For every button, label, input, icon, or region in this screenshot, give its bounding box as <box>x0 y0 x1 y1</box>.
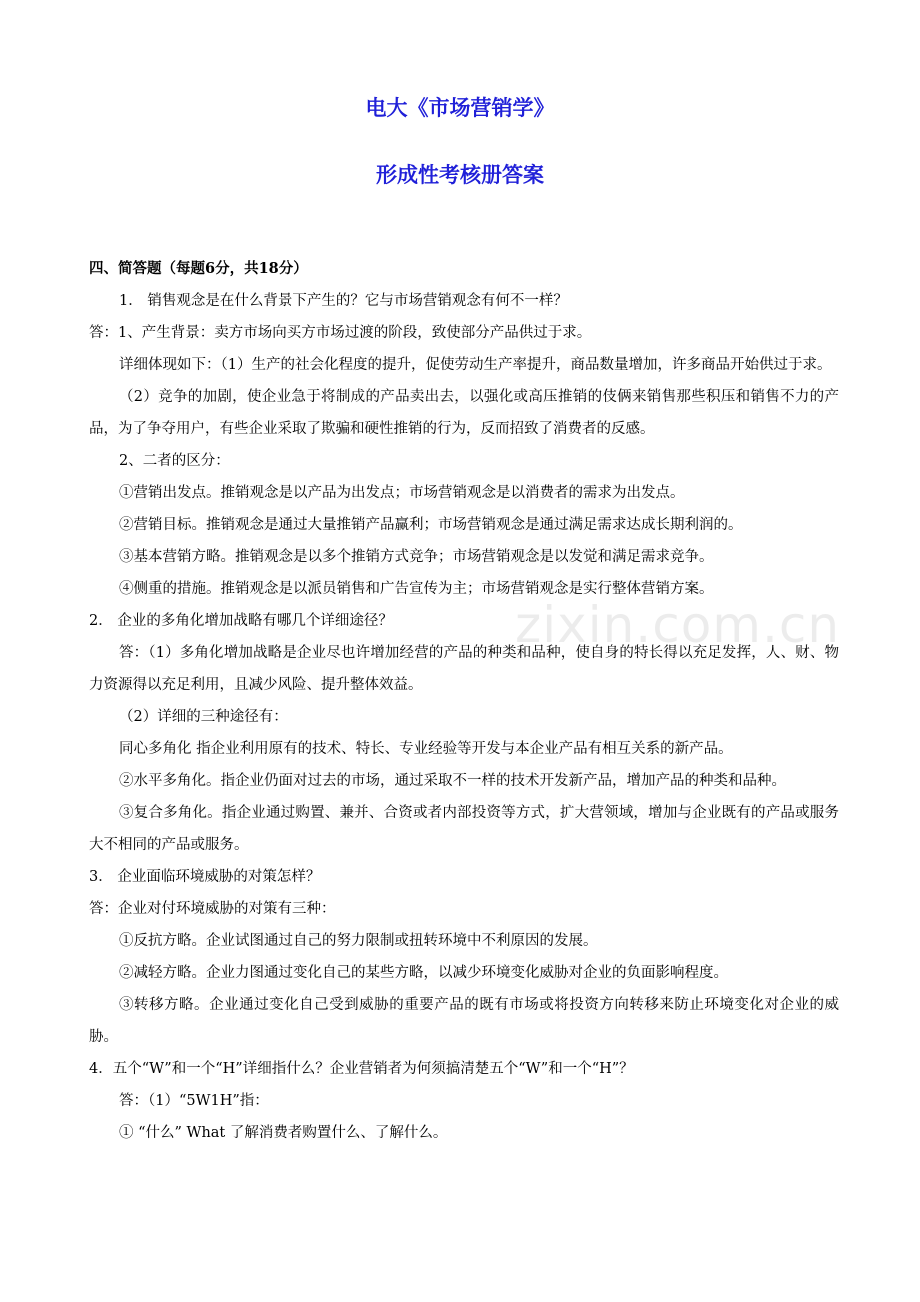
answer-paragraph: 2、二者的区分： <box>119 453 230 469</box>
answer-paragraph: （2）详细的三种途径有： <box>119 709 288 725</box>
answer-paragraph: 答：（1）多角化增加战略是企业尽也许增加经营的产品的种类和品种，使自身的特长得以充足发挥，人、财、物力资源得以充足利用，且减少风险、提升整体效益。 <box>89 645 839 693</box>
answer-paragraph: 详细体现如下：（1）生产的社会化程度的提升，促使劳动生产率提升，商品数量增加，许多商品开始供过于求。 <box>119 357 832 373</box>
watermark: zixin.com.cn <box>515 596 841 654</box>
question-4: 4．五个“W”和一个“H”详细指什么？企业营销者为何须搞清楚五个“W”和一个“H”？ <box>89 1061 634 1077</box>
answer-paragraph: ②水平多角化。指企业仍面对过去的市场，通过采取不一样的技术开发新产品，增加产品的种类和品种。 <box>119 773 786 789</box>
answer-paragraph: ①反抗方略。企业试图通过自己的努力限制或扭转环境中不利原因的发展。 <box>119 933 598 949</box>
answer-paragraph: ③转移方略。企业通过变化自己受到威胁的重要产品的既有市场或将投资方向转移来防止环境变化对企业的威胁。 <box>89 997 839 1045</box>
answer-paragraph: 答：企业对付环境威胁的对策有三种： <box>89 901 336 917</box>
answer-paragraph: ②营销目标。推销观念是通过大量推销产品赢利；市场营销观念是通过满足需求达成长期利润的。 <box>119 517 743 533</box>
answer-paragraph: ③基本营销方略。推销观念是以多个推销方式竞争；市场营销观念是以发觉和满足需求竞争。 <box>119 549 714 565</box>
answer-paragraph: ① “什么” What 了解消费者购置什么、了解什么。 <box>119 1125 448 1141</box>
answer-paragraph: ①营销出发点。推销观念是以产品为出发点；市场营销观念是以消费者的需求为出发点。 <box>119 485 685 501</box>
section-heading: 四、简答题（每题6分，共18分） <box>89 260 308 277</box>
answer-paragraph: （2）竞争的加剧，使企业急于将制成的产品卖出去，以强化或高压推销的伎俩来销售那些积压和销售不力的产品，为了争夺用户，有些企业采取了欺骗和硬性推销的行为，反而招致了消费者的反感。 <box>89 389 839 437</box>
document-subtitle: 形成性考核册答案 <box>376 163 544 187</box>
document-body <box>89 253 839 1149</box>
answer-paragraph: 答：（1）“5W1H”指： <box>119 1093 269 1109</box>
question-1: 1． 销售观念是在什么背景下产生的？它与市场营销观念有何不一样？ <box>119 293 568 309</box>
answer-paragraph: ③复合多角化。指企业通过购置、兼并、合资或者内部投资等方式，扩大营领域，增加与企业既有的产品或服务大不相同的产品或服务。 <box>89 805 839 853</box>
answer-paragraph: 答：1、产生背景：卖方市场向买方市场过渡的阶段，致使部分产品供过于求。 <box>89 325 592 341</box>
answer-paragraph: ④侧重的措施。推销观念是以派员销售和广告宣传为主；市场营销观念是实行整体营销方案。 <box>119 581 714 597</box>
answer-paragraph: ②减轻方略。企业力图通过变化自己的某些方略，以减少环境变化威胁对企业的负面影响程度。 <box>119 965 728 981</box>
document-title: 电大《市场营销学》 <box>365 96 555 120</box>
answer-paragraph: 同心多角化 指企业利用原有的技术、特长、专业经验等开发与本企业产品有相互关系的新产品。 <box>119 741 733 757</box>
question-3: 3． 企业面临环境威胁的对策怎样？ <box>89 869 321 885</box>
question-2: 2． 企业的多角化增加战略有哪几个详细途径？ <box>89 613 393 629</box>
